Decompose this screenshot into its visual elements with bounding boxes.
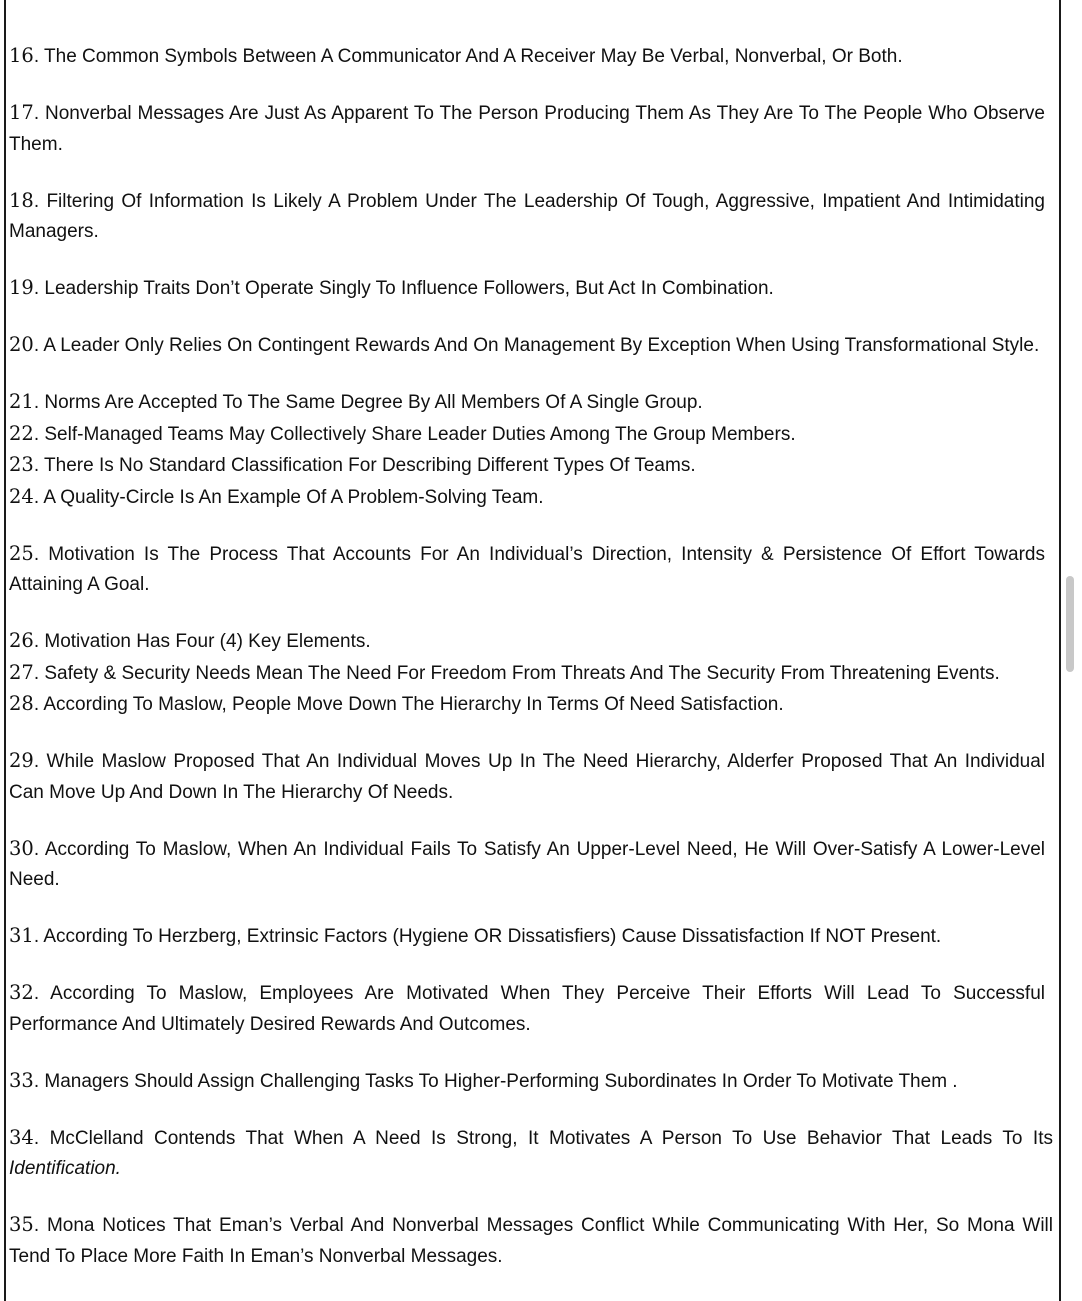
statement-number: 26 <box>9 629 34 652</box>
statement-23 <box>9 450 1045 482</box>
statement-text: . According To Maslow, When An Individual Fails To Satisfy An Upper-Level Need, He Will Over-Satisfy A Lower-Level Need. <box>9 838 1045 890</box>
statement-number: 31 <box>9 924 34 947</box>
statement-number: 35 <box>9 1213 34 1236</box>
statement-number: 33 <box>9 1068 34 1092</box>
statement-text: . Motivation Has Four (4) Key Elements. <box>33 631 371 652</box>
statement-text: . McClelland Contends That When A Need Is Strong, It Motivates A Person To Use Behavior That Leads To Its <box>33 1127 1053 1149</box>
statement-35 <box>9 1210 1053 1272</box>
statement-text: . A Leader Only Relies On Contingent Rewards And On Management By Exception When Using Transformational Style. <box>33 335 1040 356</box>
statement-text: . The Common Symbols Between A Communicator And A Receiver May Be Verbal, Nonverbal, Or Both. <box>33 46 903 67</box>
statement-text: . A Quality-Circle Is An Example Of A Problem-Solving Team. <box>33 486 544 508</box>
statement-24 <box>9 482 1045 514</box>
statement-italic-word: Identification. <box>9 1158 121 1179</box>
statement-number: 17 <box>9 101 34 124</box>
left-border-line <box>4 0 6 1301</box>
statement-19 <box>9 273 1045 305</box>
statement-17 <box>9 98 1045 160</box>
statement-text: . According To Maslow, People Move Down The Hierarchy In Terms Of Need Satisfaction. <box>33 694 784 715</box>
statement-text: . Norms Are Accepted To The Same Degree By All Members Of A Single Group. <box>33 392 703 413</box>
statement-number: 30 <box>9 836 34 860</box>
statement-number: 18 <box>9 188 34 212</box>
statement-text: . There Is No Standard Classification For Describing Different Types Of Teams. <box>33 455 696 476</box>
statement-number: 29 <box>9 749 34 772</box>
statement-text: . Self-Managed Teams May Collectively Share Leader Duties Among The Group Members. <box>33 423 796 445</box>
statement-list <box>9 41 1053 1298</box>
statement-text: . Safety & Security Needs Mean The Need For Freedom From Threats And The Security From Threatening Events. <box>33 662 1000 684</box>
statement-text: . According To Herzberg, Extrinsic Factors (Hygiene OR Dissatisfiers) Cause Dissatisfaction If NOT Present. <box>33 926 942 947</box>
statement-16 <box>9 41 1045 73</box>
statement-18 <box>9 186 1045 248</box>
statement-33 <box>9 1066 1045 1098</box>
statement-text: . According To Maslow, Employees Are Motivated When They Perceive Their Efforts Will Lead To Successful Performance And Ultimately Desired Rewards And Outcomes. <box>9 983 1045 1035</box>
statement-number: 16 <box>9 44 34 67</box>
statement-28 <box>9 689 1045 721</box>
statement-number: 34 <box>9 1125 34 1149</box>
statement-text: . Nonverbal Messages Are Just As Apparent To The Person Producing Them As They Are To The People Who Observe Them. <box>9 103 1045 155</box>
statement-number: 23 <box>9 453 34 476</box>
statement-number: 19 <box>9 276 34 299</box>
statement-26 <box>9 626 1045 658</box>
statement-number: 28 <box>9 692 34 715</box>
statement-25 <box>9 539 1045 601</box>
statement-number: 24 <box>9 484 34 508</box>
statement-text: . Leadership Traits Don’t Operate Singly To Influence Followers, But Act In Combination. <box>33 278 774 299</box>
statement-20 <box>9 330 1045 362</box>
statement-number: 21 <box>9 390 34 413</box>
statement-number: 25 <box>9 541 34 565</box>
statement-21 <box>9 387 1045 419</box>
statement-text: . Mona Notices That Eman’s Verbal And Nonverbal Messages Conflict While Communicating With Her, So Mona Will Tend To Place More Faith In Eman’s Nonverbal Messages. <box>9 1215 1053 1267</box>
statement-number: 22 <box>9 421 34 445</box>
statement-34 <box>9 1123 1053 1185</box>
statement-text: . Motivation Is The Process That Accounts For An Individual’s Direction, Intensity & Persistence Of Effort Towards Attaining A Goal. <box>9 543 1045 595</box>
right-border-line <box>1059 0 1061 1301</box>
statement-31 <box>9 921 1045 953</box>
statement-30 <box>9 834 1045 896</box>
statement-32 <box>9 978 1045 1040</box>
scrollbar-thumb[interactable] <box>1066 576 1074 672</box>
statement-number: 20 <box>9 333 34 356</box>
statement-29 <box>9 746 1045 808</box>
statement-text: . Managers Should Assign Challenging Tasks To Higher-Performing Subordinates In Order To Motivate Them . <box>33 1070 958 1092</box>
statement-22 <box>9 419 1045 451</box>
statement-text: . Filtering Of Information Is Likely A Problem Under The Leadership Of Tough, Aggressive, Impatient And Intimidating Managers. <box>9 190 1045 242</box>
statement-text: . While Maslow Proposed That An Individual Moves Up In The Need Hierarchy, Alderfer Proposed That An Individual Can Move Up And Down In The Hierarchy Of Needs. <box>9 751 1045 803</box>
statement-number: 32 <box>9 981 34 1004</box>
statement-number: 27 <box>9 660 34 684</box>
statement-27 <box>9 658 1045 690</box>
